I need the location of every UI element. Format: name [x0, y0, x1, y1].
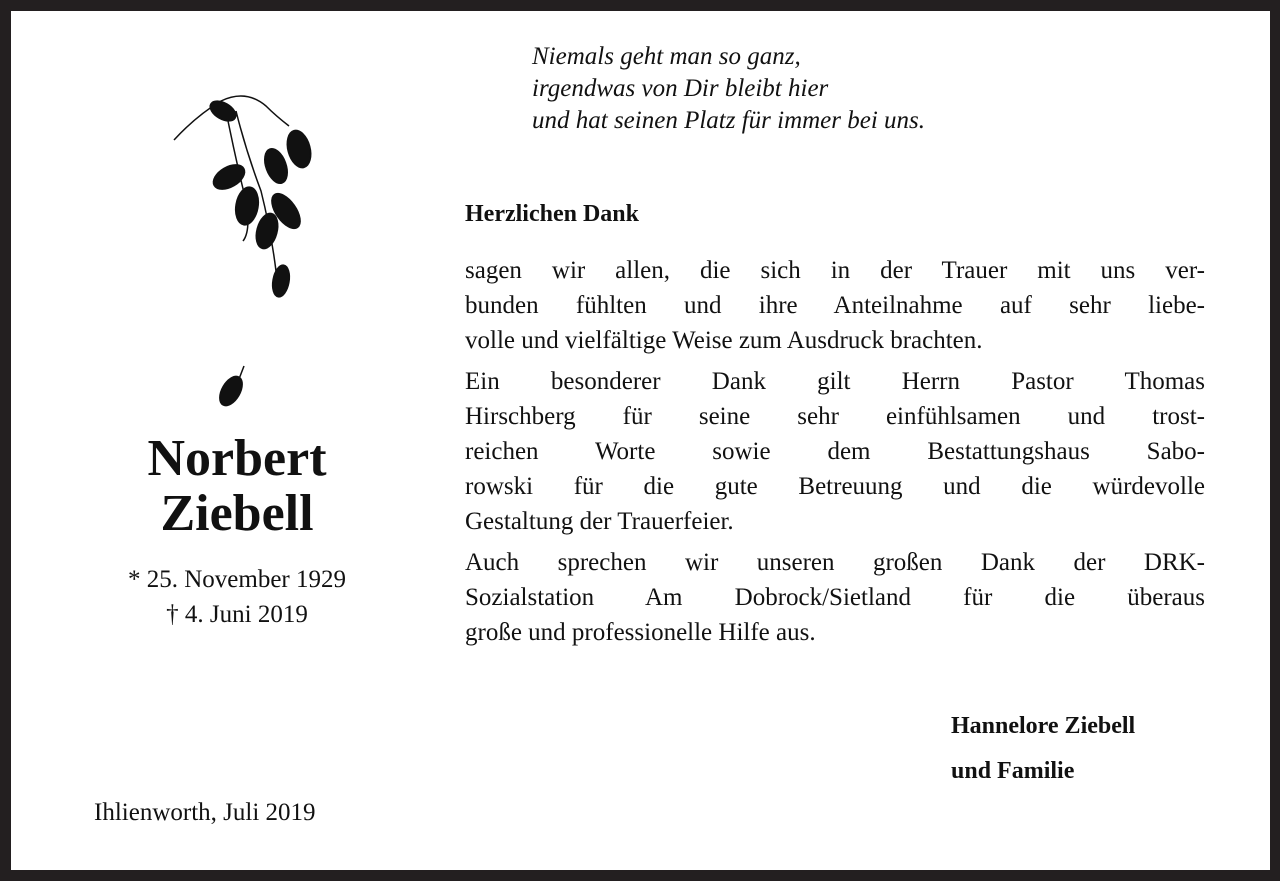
thanks-body	[465, 253, 1205, 656]
life-dates	[47, 562, 427, 632]
text-line: reichen Worte sowie dem Bestattungshaus Sabo-	[465, 438, 1205, 465]
text-line: rowski für die gute Betreuung und die würdevolle	[465, 473, 1205, 500]
death-date: † 4. Juni 2019	[166, 601, 308, 628]
text-line: bunden fühlten und ihre Anteilnahme auf sehr liebe-	[465, 292, 1205, 319]
birth-date: * 25. November 1929	[127, 566, 347, 593]
signature	[951, 704, 1135, 794]
poem-line: Niemals geht man so ganz,	[532, 43, 801, 70]
text-line: Gestaltung der Trauerfeier.	[465, 508, 734, 535]
text-line: Ein besonderer Dank gilt Herrn Pastor Thomas	[465, 368, 1205, 395]
hanging-leaves-illustration	[151, 81, 331, 421]
text-line: Auch sprechen wir unseren großen Dank der DRK-	[465, 549, 1205, 576]
signature-line: und Familie	[951, 758, 1075, 784]
signature-line: Hannelore Ziebell	[951, 713, 1136, 739]
text-line: große und professionelle Hilfe aus.	[465, 619, 816, 646]
text-line: volle und vielfältige Weise zum Ausdruck brachten.	[465, 327, 983, 354]
poem-line: irgendwas von Dir bleibt hier	[532, 75, 829, 102]
obituary-notice	[11, 11, 1270, 870]
paragraph	[465, 253, 1205, 358]
paragraph	[465, 545, 1205, 650]
poem	[532, 41, 925, 137]
last-name: Ziebell	[160, 485, 314, 542]
place-and-date: Ihlienworth, Juli 2019	[94, 799, 316, 826]
thanks-heading: Herzlichen Dank	[465, 201, 639, 227]
text-line: Hirschberg für seine sehr einfühlsamen und trost-	[465, 403, 1205, 430]
paragraph	[465, 364, 1205, 539]
first-name: Norbert	[147, 430, 327, 487]
deceased-name	[47, 431, 427, 541]
poem-line: und hat seinen Platz für immer bei uns.	[532, 107, 926, 134]
text-line: sagen wir allen, die sich in der Trauer mit uns ver-	[465, 257, 1205, 284]
text-line: Sozialstation Am Dobrock/Sietland für die überaus	[465, 584, 1205, 611]
